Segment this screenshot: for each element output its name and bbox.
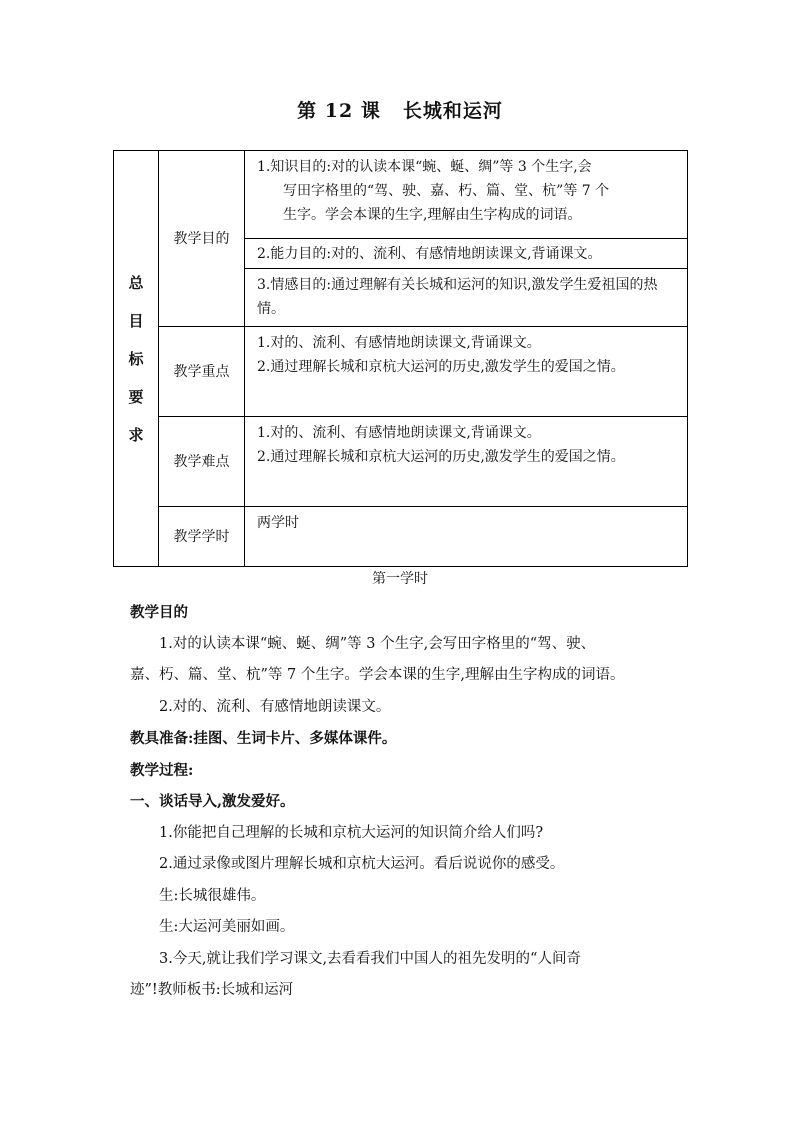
goal-item-cont: 嘉、朽、篇、堂、杭”等 7 个生字。学会本课的生字,理解由生字构成的词语。 xyxy=(130,667,625,683)
key-points-label: 教学重点 xyxy=(159,327,245,417)
lesson-body xyxy=(130,597,690,1007)
goal-item: 2.对的、流利、有感情地朗读课文。 xyxy=(159,698,391,715)
goal-heading: 教学目的 xyxy=(130,604,188,621)
emotion-goal: 3.情感目的:通过理解有关长城和运河的知识,激发学生爱祖国的热情。 xyxy=(245,269,688,327)
student-answer: 生:大运河美丽如画。 xyxy=(159,919,295,935)
difficulties-label: 教学难点 xyxy=(159,417,245,507)
step-item: 3.今天,就让我们学习课文,去看看我们中国人的祖先发明的“人间奇 xyxy=(159,950,581,967)
hours-value: 两学时 xyxy=(245,507,688,567)
teaching-goal-label: 教学目的 xyxy=(159,151,245,327)
goals-table xyxy=(113,150,688,567)
side-char: 要 xyxy=(128,387,144,406)
step-item-cont: 迹”!教师板书:长城和运河 xyxy=(130,982,294,998)
session-title: 第一学时 xyxy=(372,571,428,587)
step-item: 1.你能把自己理解的长城和京杭大运河的知识简介给人们吗? xyxy=(159,824,544,841)
prep-line: 教具准备:挂图、生词卡片、多媒体课件。 xyxy=(130,730,397,747)
difficulties: 1.对的、流利、有感情地朗读课文,背诵课文。 2.通过理解长城和京杭大运河的历史,激发学生的爱国之情。 xyxy=(245,417,688,507)
side-char: 标 xyxy=(128,349,144,368)
knowledge-goal: 1.知识目的:对的认读本课“蜿、蜒、绸”等 3 个生字,会 写田字格里的“驾、驶、嘉、朽、篇、堂、杭”等 7 个 生字。学会本课的生字,理解由生字构成的词语。 xyxy=(245,151,688,239)
side-char: 求 xyxy=(128,425,144,444)
side-char: 目 xyxy=(128,311,144,330)
step-item: 2.通过录像或图片理解长城和京杭大运河。看后说说你的感受。 xyxy=(159,856,565,872)
lesson-number: 第 12 课 xyxy=(297,100,381,122)
step-heading: 一、谈话导入,激发爱好。 xyxy=(130,793,295,810)
side-char: 总 xyxy=(128,273,144,292)
side-label-cell xyxy=(114,151,159,567)
student-answer: 生:长城很雄伟。 xyxy=(159,887,266,904)
ability-goal: 2.能力目的:对的、流利、有感情地朗读课文,背诵课文。 xyxy=(245,239,688,269)
lesson-title xyxy=(0,96,800,123)
lesson-name: 长城和运河 xyxy=(402,100,503,122)
hours-label: 教学学时 xyxy=(159,507,245,567)
key-points: 1.对的、流利、有感情地朗读课文,背诵课文。 2.通过理解长城和京杭大运河的历史,激发学生的爱国之情。 xyxy=(245,327,688,417)
process-heading: 教学过程: xyxy=(130,761,194,779)
goal-item: 1.对的认读本课“蜿、蜒、绸”等 3 个生字,会写田字格里的“驾、驶、 xyxy=(159,635,596,652)
